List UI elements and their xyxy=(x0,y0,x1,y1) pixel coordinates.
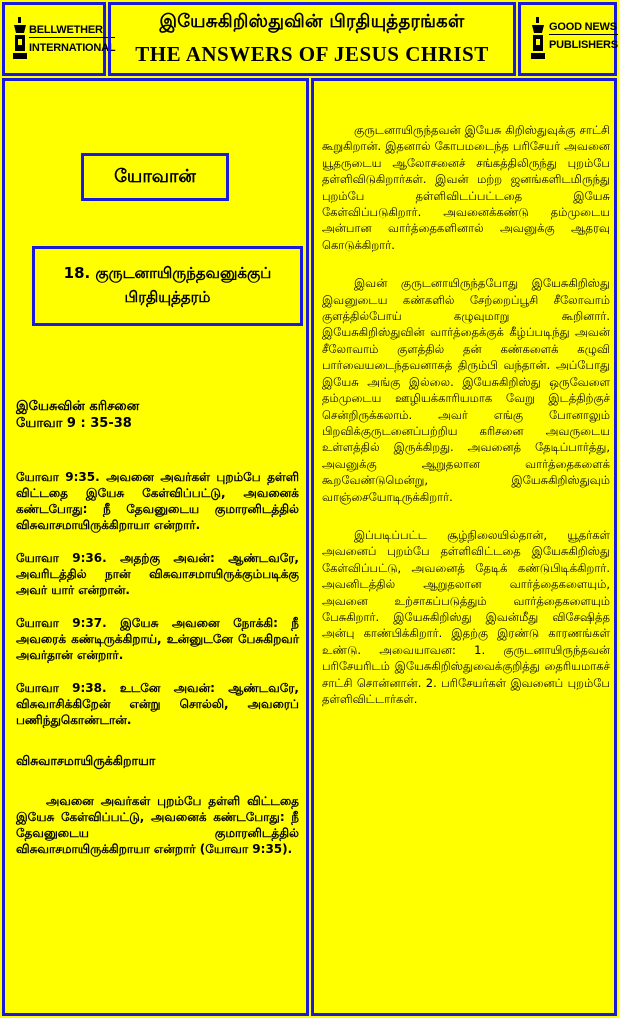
bellwether-logo-text xyxy=(29,24,115,55)
section-title: இயேசுவின் கரிசனை xyxy=(16,399,140,414)
left-body xyxy=(16,398,299,857)
good-news-logo xyxy=(518,2,617,76)
title-box xyxy=(108,2,516,76)
section-reference: யோவா 9 : 35-38 xyxy=(16,416,132,431)
chapter-title xyxy=(32,246,303,326)
right-body xyxy=(322,122,610,729)
bell-tower-icon xyxy=(12,17,28,61)
right-paragraph-1: குருடனாயிருந்தவன் இயேசு கிறிஸ்துவுக்கு சாட்சி கூறுகிறான். இதனால் கோபமடைந்த பரிசேயர் அவனை யூதருடைய ஆலோசனைச் சங்கத்திலிருந்து புறம்பே தள்ளிவிடுகிறார்கள். இவன் மற்ற ஜனங்களிடமிருந்து புறம்பே தள்ளிவிடப்பட்டதை இயேசு கேள்விப்படுகிறார். அவனைக்கண்டு தம்முடைய அன்பான வார்த்தைகளினால் அவனுக்கு ஆதரவு கொடுக்கிறார். xyxy=(322,123,610,252)
left-paragraph: அவனை அவர்கள் புறம்பே தள்ளி விட்டதை இயேசு கேள்விப்பட்டு, அவனைக் கண்டபோது: நீ தேவனுடைய குமாரனிடத்தில் விசுவாசமாயிருக்கிறாயா என்றார் (யோவா 9:35). xyxy=(16,794,299,856)
good-news-logo-text xyxy=(549,21,618,52)
verse-36: யோவா 9:36. அதற்கு அவன்: ஆண்டவரே, அவரிடத்தில் நான் விசுவாசமாயிருக்கும்படிக்கு அவர் யார் என்றான். xyxy=(16,551,299,597)
chapter-title-line2: பிரதியுத்தரம் xyxy=(124,288,211,306)
verse-37: யோவா 9:37. இயேசு அவனை நோக்கி: நீ அவரைக் கண்டிருக்கிறாய், உன்னுடனே பேசுகிறவர் அவர்தான் என்றார். xyxy=(16,616,299,662)
verse-35: யோவா 9:35. அவனை அவர்கள் புறம்பே தள்ளி விட்டதை இயேசு கேள்விப்பட்டு, அவனைக் கண்டபோது: நீ தேவனுடைய குமாரனிடத்தில் விசுவாசமாயிருக்கிறாயா என்றார். xyxy=(16,470,299,532)
logo-right-line2: PUBLISHERS xyxy=(549,39,618,51)
chapter-title-line1: 18. குருடனாயிருந்தவனுக்குப் xyxy=(63,264,272,282)
bell-tower-icon xyxy=(529,17,547,61)
logo-left-line1: BELLWETHER xyxy=(29,24,115,38)
header xyxy=(2,2,617,76)
logo-right-line1: GOOD NEWS xyxy=(549,21,617,33)
title-tamil: இயேசுகிறிஸ்துவின் பிரதியுத்தரங்கள் xyxy=(159,11,465,32)
sub-heading: விசுவாசமாயிருக்கிறாயா xyxy=(16,753,156,768)
right-panel xyxy=(311,78,617,1016)
book-title: யோவான் xyxy=(81,153,229,201)
left-panel xyxy=(2,78,309,1016)
right-paragraph-3: இப்படிப்பட்ட சூழ்நிலையில்தான், யூதர்கள் அவனைப் புறம்பே தள்ளிவிட்டதை இயேசுகிறிஸ்து கேள்விப்பட்டு, அவனைத் தேடிக் கண்டுபிடிக்கிறார். அவனிடத்தில் ஆறுதலான வார்த்தைகளையும், அவனை உற்சாகப்படுத்தும் வார்த்தைகளையும் பேசுகிறார். இயேசுகிறிஸ்து இவன்மீது விசேஷித்த அன்பு காண்பிக்கிறார். இதற்கு இரண்டு காரணங்கள் உண்டு. அவையாவன: 1. குருடனாயிருந்தவன் பரிசேயரிடம் இயேசுகிறிஸ்துவைக்குறித்து தைரியமாகச் சாட்சி சொன்னான். 2. பரிசேயர்கள் இவனைப் புறம்பே தள்ளிவிட்டார்கள். xyxy=(322,527,610,706)
logo-left-line2: INTERNATIONAL xyxy=(29,42,116,54)
verse-38: யோவா 9:38. உடனே அவன்: ஆண்டவரே, விசுவாசிக்கிறேன் என்று சொல்லி, அவரைப் பணிந்துகொண்டான். xyxy=(16,681,299,727)
bellwether-logo xyxy=(2,2,116,76)
right-paragraph-2: இவன் குருடனாயிருந்தபோது இயேசுகிறிஸ்து இவனுடைய கண்களில் சேற்றைப்பூசி சீலோவாம் குளத்தில்போய் கழுவுமாறு கூறினார். இயேசுகிறிஸ்துவின் வார்த்தைக்குக் கீழ்ப்படிந்து அவன் சீலோவாம் குளத்தில் தன் கண்களைக் கழுவி பார்வையடைந்தவனாகத் திரும்பி வந்தான். அப்போது இயேசு அங்கு இல்லை. இயேசுகிறிஸ்து ஒருவேளை தம்முடைய ஊழியக்காரியமாக வேறு இடத்திற்குச் சென்றிருக்கலாம். அவர் எங்கு போனாலும் பிறவிக்குருடனைப்பற்றிய கரிசனை அவருடைய உள்ளத்தில் இருக்கிறது. அவனைத் தேடிப்பார்த்து, அவனுக்கு ஆறுதலான வார்த்தைகளைக் கூறவேண்டுமென்று, இயேசுகிறிஸ்துவும் வாஞ்சையோடிருக்கிறார். xyxy=(322,276,610,504)
title-english: THE ANSWERS OF JESUS CHRIST xyxy=(135,42,489,66)
